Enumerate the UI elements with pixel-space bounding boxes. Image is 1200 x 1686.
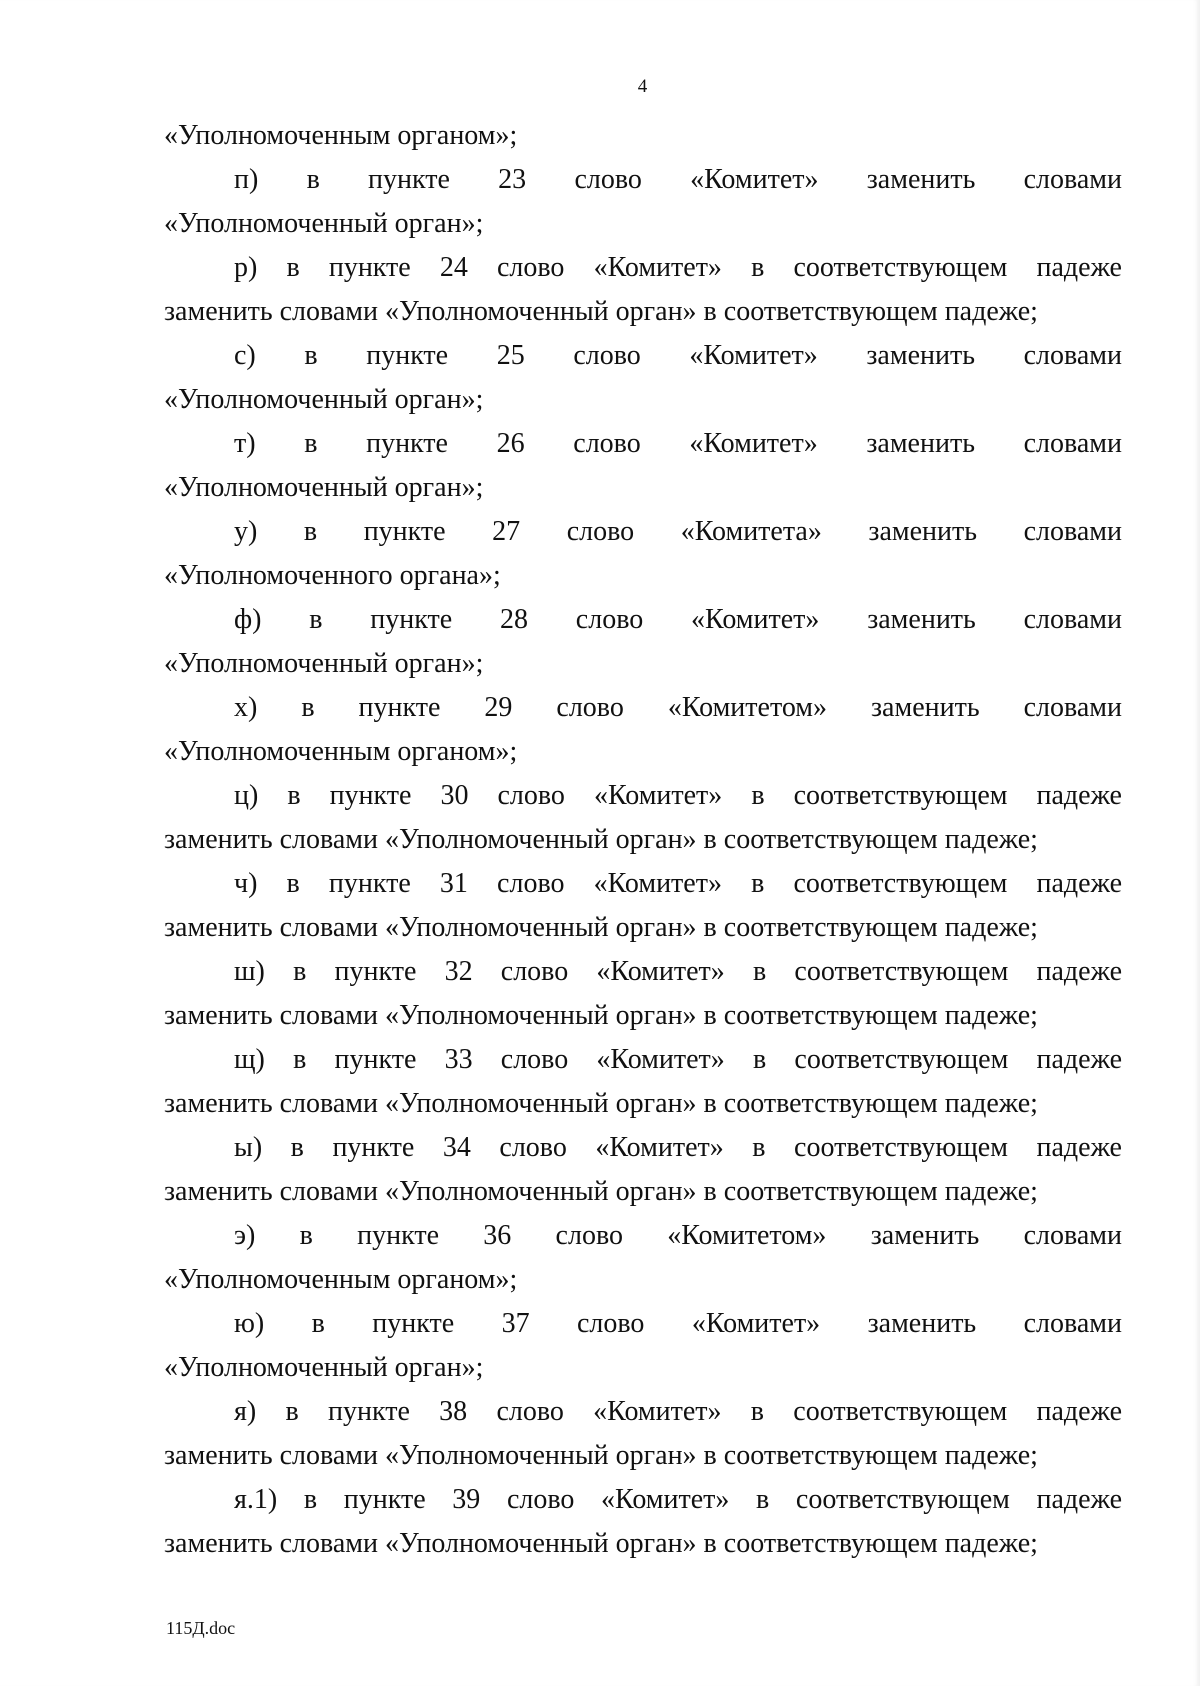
- amendment-paragraph: [164, 598, 1122, 686]
- amendment-paragraph: [164, 158, 1122, 246]
- paragraph-line: «Уполномоченного органа»;: [164, 560, 501, 591]
- paragraph-first-line: у) в пункте 27 слово «Комитета» заменить словами: [234, 516, 1122, 547]
- amendment-paragraph: [164, 246, 1122, 334]
- paragraph-line: «Уполномоченным органом»;: [164, 1264, 518, 1295]
- amendment-paragraph: [164, 334, 1122, 422]
- amendment-paragraph: [164, 862, 1122, 950]
- paragraph-line: заменить словами «Уполномоченный орган» в соответствующем падеже;: [164, 1528, 1038, 1559]
- paragraph-first-line: с) в пункте 25 слово «Комитет» заменить словами: [234, 340, 1122, 371]
- amendment-paragraph: [164, 950, 1122, 1038]
- paragraph-first-line: р) в пункте 24 слово «Комитет» в соответствующем падеже: [234, 252, 1122, 283]
- amendment-paragraph: [164, 510, 1122, 598]
- paragraph-first-line: х) в пункте 29 слово «Комитетом» заменить словами: [234, 692, 1122, 723]
- paragraph-first-line: щ) в пункте 33 слово «Комитет» в соответствующем падеже: [234, 1044, 1122, 1075]
- paragraph-first-line: ф) в пункте 28 слово «Комитет» заменить словами: [234, 604, 1122, 635]
- paragraph-first-line: т) в пункте 26 слово «Комитет» заменить словами: [234, 428, 1122, 459]
- paragraph-line: заменить словами «Уполномоченный орган» в соответствующем падеже;: [164, 1000, 1038, 1031]
- document-body: [164, 114, 1122, 1566]
- amendment-paragraph: [164, 1214, 1122, 1302]
- paragraph-first-line: п) в пункте 23 слово «Комитет» заменить словами: [234, 164, 1122, 195]
- paragraph-first-line: ч) в пункте 31 слово «Комитет» в соответствующем падеже: [234, 868, 1122, 899]
- paragraph-line: заменить словами «Уполномоченный орган» в соответствующем падеже;: [164, 912, 1038, 943]
- amendment-paragraph: [164, 774, 1122, 862]
- paragraph-line: «Уполномоченный орган»;: [164, 384, 484, 415]
- paragraph-line: заменить словами «Уполномоченный орган» в соответствующем падеже;: [164, 1176, 1038, 1207]
- page-number: 4: [637, 76, 648, 97]
- amendment-paragraph: [164, 1126, 1122, 1214]
- amendment-paragraph: [164, 422, 1122, 510]
- paragraph-line: «Уполномоченный орган»;: [164, 208, 484, 239]
- paragraph-line: заменить словами «Уполномоченный орган» в соответствующем падеже;: [164, 824, 1038, 855]
- amendment-paragraph: [164, 686, 1122, 774]
- amendment-paragraph: [164, 114, 1122, 158]
- paragraph-first-line: ю) в пункте 37 слово «Комитет» заменить словами: [234, 1308, 1122, 1339]
- footer-filename: 115Д.doc: [166, 1618, 236, 1638]
- paragraph-first-line: ш) в пункте 32 слово «Комитет» в соответствующем падеже: [234, 956, 1122, 987]
- paragraph-line: «Уполномоченный орган»;: [164, 1352, 484, 1383]
- amendment-paragraph: [164, 1038, 1122, 1126]
- paragraph-line: «Уполномоченным органом»;: [164, 736, 518, 767]
- paragraph-line: заменить словами «Уполномоченный орган» в соответствующем падеже;: [164, 1440, 1038, 1471]
- paragraph-first-line: я) в пункте 38 слово «Комитет» в соответствующем падеже: [234, 1396, 1122, 1427]
- paragraph-first-line: «Уполномоченным органом»;: [164, 120, 518, 151]
- paragraph-line: «Уполномоченный орган»;: [164, 472, 484, 503]
- paragraph-first-line: ц) в пункте 30 слово «Комитет» в соответствующем падеже: [234, 780, 1122, 811]
- amendment-paragraph: [164, 1478, 1122, 1566]
- paragraph-line: заменить словами «Уполномоченный орган» в соответствующем падеже;: [164, 1088, 1038, 1119]
- paragraph-first-line: я.1) в пункте 39 слово «Комитет» в соответствующем падеже: [234, 1484, 1122, 1515]
- paragraph-line: заменить словами «Уполномоченный орган» в соответствующем падеже;: [164, 296, 1038, 327]
- paragraph-line: «Уполномоченный орган»;: [164, 648, 484, 679]
- amendment-paragraph: [164, 1302, 1122, 1390]
- amendment-paragraph: [164, 1390, 1122, 1478]
- paragraph-first-line: ы) в пункте 34 слово «Комитет» в соответствующем падеже: [234, 1132, 1122, 1163]
- paragraph-first-line: э) в пункте 36 слово «Комитетом» заменить словами: [234, 1220, 1122, 1251]
